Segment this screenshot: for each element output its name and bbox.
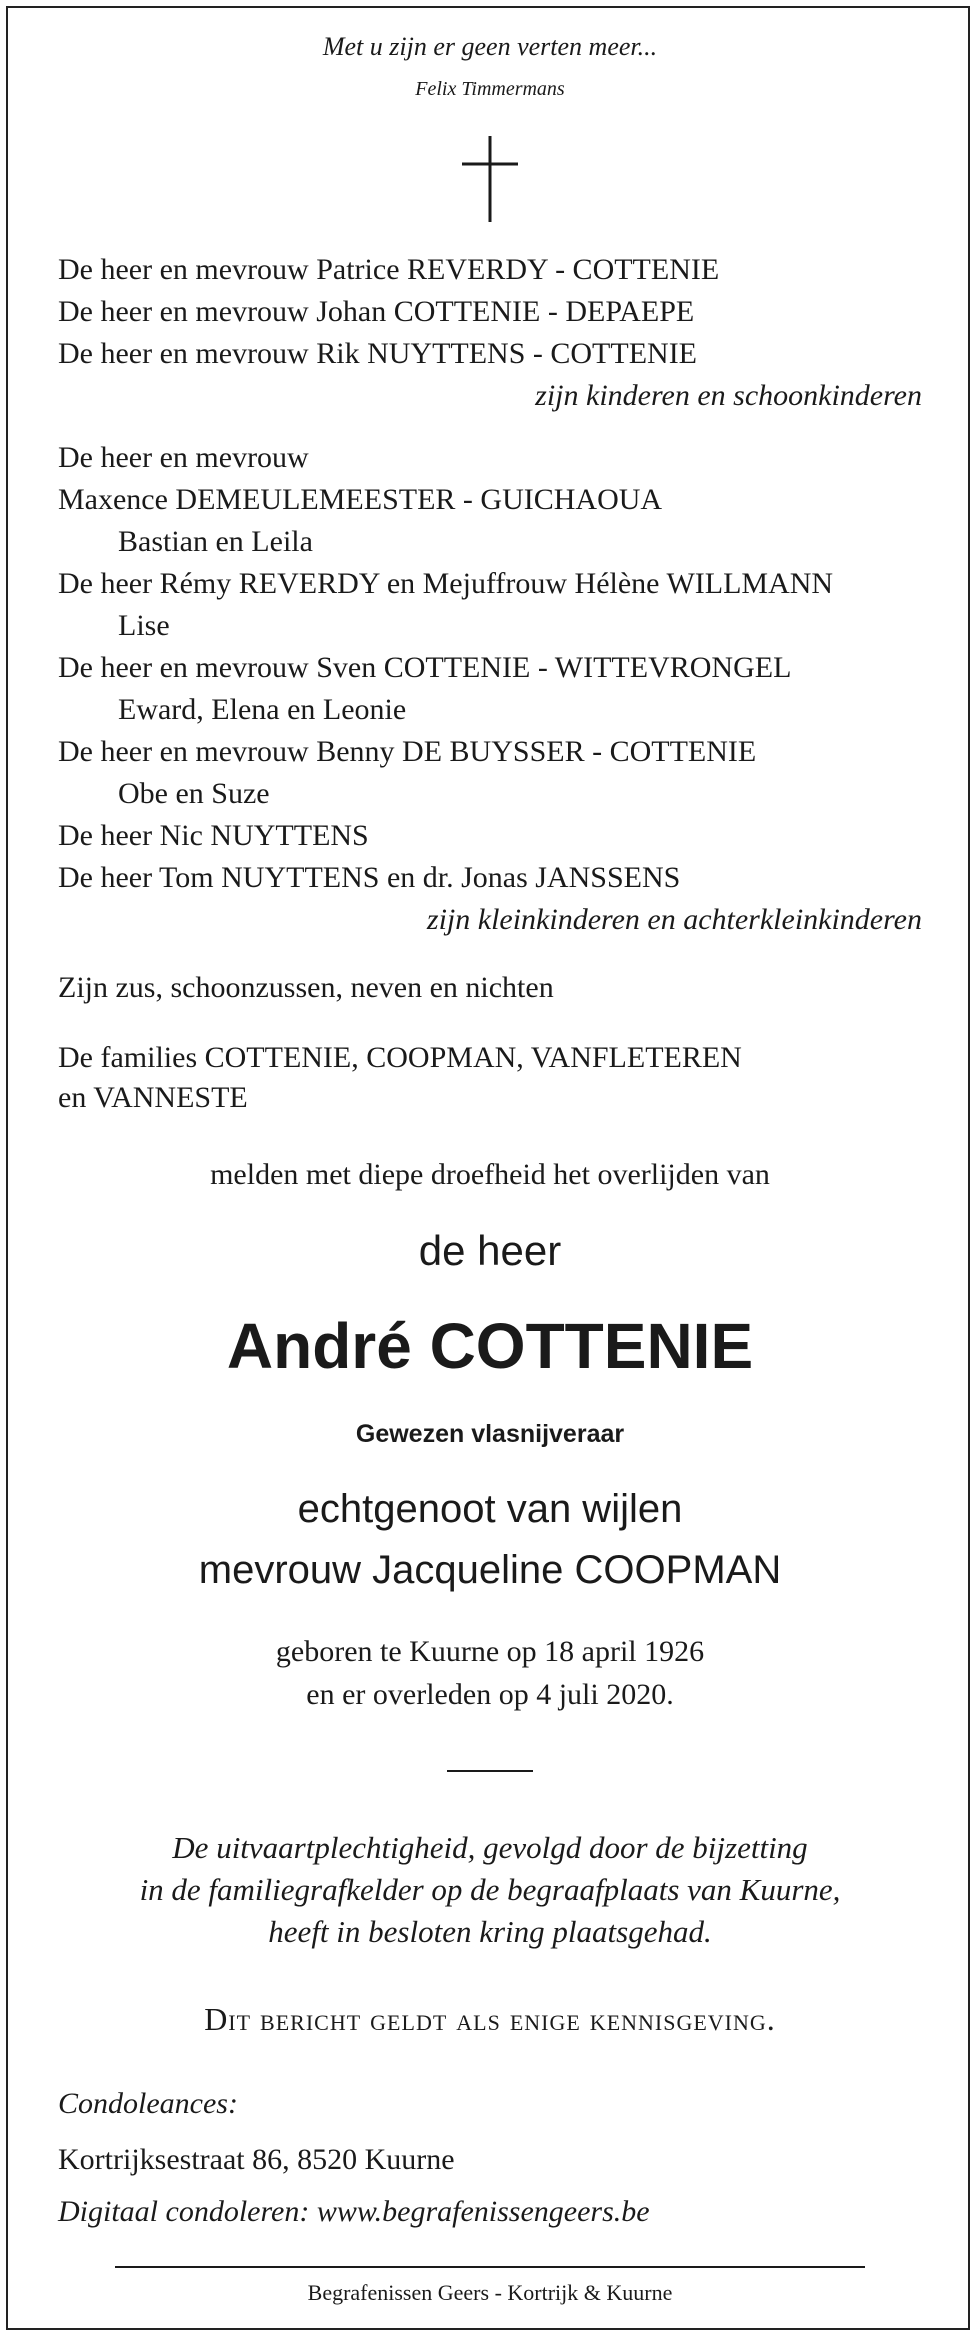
grandchildren-line: De heer Tom NUYTTENS en dr. Jonas JANSSENS (58, 861, 681, 894)
condolences-address: Kortrijksestraat 86, 8520 Kuurne (58, 2143, 455, 2176)
cross-icon (460, 136, 520, 222)
ceremony-line: in de familiegrafkelder op de begraafplaats van Kuurne, (139, 1872, 841, 1907)
siblings-line: Zijn zus, schoonzussen, neven en nichten (58, 971, 554, 1004)
notice: Dit bericht geldt als enige kennisgeving. (204, 2001, 776, 2037)
families-line: De families COTTENIE, COOPMAN, VANFLETEREN (58, 1041, 742, 1074)
grandchildren-line: De heer en mevrouw Benny DE BUYSSER - COTTENIE (58, 735, 757, 768)
grandchildren-caption: zijn kleinkinderen en achterkleinkinderen (426, 903, 922, 936)
children-line: De heer en mevrouw Patrice REVERDY - COTTENIE (58, 253, 720, 286)
ceremony-line: heeft in besloten kring plaatsgehad. (268, 1914, 712, 1949)
children-line: De heer en mevrouw Johan COTTENIE - DEPAEPE (58, 295, 695, 328)
announcement: melden met diepe droefheid het overlijden van (210, 1158, 770, 1191)
honorific: de heer (418, 1227, 562, 1274)
separator-line (447, 1770, 533, 1772)
occupation: Gewezen vlasnijveraar (355, 1420, 625, 1448)
quote-text: Met u zijn er geen verten meer... (322, 32, 658, 61)
condolences-heading: Condoleances: (58, 2087, 238, 2120)
spouse-line: echtgenoot van wijlen (297, 1487, 683, 1531)
great-grandchildren-line: Obe en Suze (118, 777, 270, 810)
ceremony-line: De uitvaartplechtigheid, gevolgd door de bijzetting (172, 1830, 808, 1865)
birth-line: geboren te Kuurne op 18 april 1926 (275, 1635, 705, 1668)
deceased-name: André COTTENIE (226, 1310, 754, 1382)
grandchildren-line: De heer Nic NUYTTENS (58, 819, 369, 852)
quote-author: Felix Timmermans (415, 78, 565, 100)
great-grandchildren-line: Bastian en Leila (118, 525, 313, 558)
great-grandchildren-line: Lise (118, 609, 170, 642)
families-line: en VANNESTE (58, 1081, 248, 1114)
grandchildren-line: De heer en mevrouw Sven COTTENIE - WITTEVRONGEL (58, 651, 792, 684)
spouse-name: mevrouw Jacqueline COOPMAN (198, 1548, 782, 1592)
condolences-online: Digitaal condoleren: www.begrafenissengeers.be (58, 2195, 650, 2228)
death-line: en er overleden op 4 juli 2020. (306, 1678, 674, 1711)
footer-divider (115, 2266, 865, 2268)
children-caption: zijn kinderen en schoonkinderen (535, 379, 922, 412)
grandchildren-line: De heer Rémy REVERDY en Mejuffrouw Hélène WILLMANN (58, 567, 834, 600)
great-grandchildren-line: Eward, Elena en Leonie (118, 693, 407, 726)
grandchildren-line: Maxence DEMEULEMEESTER - GUICHAOUA (58, 483, 663, 516)
footer-text: Begrafenissen Geers - Kortrijk & Kuurne (307, 2280, 673, 2305)
children-line: De heer en mevrouw Rik NUYTTENS - COTTENIE (58, 337, 698, 370)
grandchildren-line: De heer en mevrouw (58, 441, 309, 474)
